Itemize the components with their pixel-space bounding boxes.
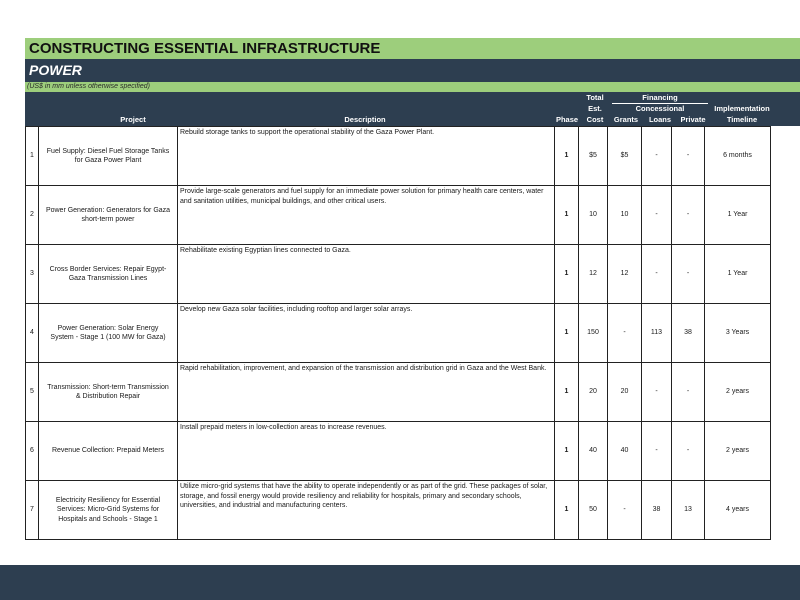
grants-value: - (608, 304, 642, 363)
private-value: - (672, 127, 705, 186)
header-timeline (709, 103, 775, 125)
timeline-value: 4 years (705, 481, 771, 540)
header-phase: Phase (555, 115, 579, 124)
timeline-value: 1 Year (705, 245, 771, 304)
timeline-value: 1 Year (705, 186, 771, 245)
row-number: 5 (26, 363, 39, 422)
loans-value: - (642, 245, 672, 304)
private-value: - (672, 245, 705, 304)
table-row (26, 481, 800, 540)
table-row (26, 127, 800, 186)
row-spacer (771, 127, 800, 186)
phase-value: 1 (555, 422, 579, 481)
row-number: 4 (26, 304, 39, 363)
project-name: Fuel Supply: Diesel Fuel Storage Tanks for Gaza Power Plant (39, 127, 178, 186)
private-value: 13 (672, 481, 705, 540)
table-row (26, 363, 800, 422)
private-value: 38 (672, 304, 705, 363)
table-row (26, 245, 800, 304)
row-number: 7 (26, 481, 39, 540)
project-name: Revenue Collection: Prepaid Meters (39, 422, 178, 481)
phase-value: 1 (555, 481, 579, 540)
row-spacer (771, 304, 800, 363)
header-financing: Financing (642, 93, 678, 102)
total-cost-value: 50 (579, 481, 608, 540)
phase-value: 1 (555, 363, 579, 422)
row-number: 1 (26, 127, 39, 186)
phase-value: 1 (555, 127, 579, 186)
footer-bar (0, 565, 800, 600)
loans-value: - (642, 363, 672, 422)
phase-value: 1 (555, 186, 579, 245)
phase-value: 1 (555, 304, 579, 363)
grants-value: - (608, 481, 642, 540)
total-cost-value: 20 (579, 363, 608, 422)
grants-value: $5 (608, 127, 642, 186)
header-project: Project (120, 115, 146, 124)
loans-value: - (642, 186, 672, 245)
private-value: - (672, 363, 705, 422)
grants-value: 40 (608, 422, 642, 481)
grants-value: 20 (608, 363, 642, 422)
financing-divider (612, 103, 708, 104)
row-number: 6 (26, 422, 39, 481)
table-row (26, 186, 800, 245)
grants-value: 10 (608, 186, 642, 245)
timeline-value: 2 years (705, 363, 771, 422)
project-description: Rapid rehabilitation, improvement, and expansion of the transmission and distribution grid in Gaza and the West Bank. (178, 363, 555, 422)
phase-value: 1 (555, 245, 579, 304)
total-cost-value: 12 (579, 245, 608, 304)
row-spacer (771, 422, 800, 481)
table-row (26, 304, 800, 363)
row-spacer (771, 363, 800, 422)
project-description: Rehabilitate existing Egyptian lines connected to Gaza. (178, 245, 555, 304)
table-row (26, 422, 800, 481)
loans-value: - (642, 127, 672, 186)
header-est: Est. (588, 104, 602, 113)
header-concessional: Concessional (635, 104, 685, 113)
project-name: Transmission: Short-term Transmission & Distribution Repair (39, 363, 178, 422)
private-value: - (672, 422, 705, 481)
project-name: Power Generation: Solar Energy System - Stage 1 (100 MW for Gaza) (39, 304, 178, 363)
total-cost-value: 150 (579, 304, 608, 363)
units-note-bar (25, 82, 800, 92)
header-total: Total (586, 93, 604, 102)
private-value: - (672, 186, 705, 245)
subtitle-bar (25, 59, 800, 82)
project-name: Electricity Resiliency for Essential Services: Micro-Grid Systems for Hospitals and Schools - Stage 1 (39, 481, 178, 540)
project-name: Cross Border Services: Repair Egypt-Gaza Transmission Lines (39, 245, 178, 304)
page-title: CONSTRUCTING ESSENTIAL INFRASTRUCTURE (29, 40, 381, 57)
header-private: Private (680, 115, 706, 124)
project-description: Rebuild storage tanks to support the operational stability of the Gaza Power Plant. (178, 127, 555, 186)
row-spacer (771, 245, 800, 304)
loans-value: 113 (642, 304, 672, 363)
timeline-value: 6 months (705, 127, 771, 186)
timeline-value: 2 years (705, 422, 771, 481)
row-number: 3 (26, 245, 39, 304)
header-total-est-cost (581, 92, 609, 125)
units-note: (US$ in mm unless otherwise specified) (27, 83, 150, 90)
header-description: Description (344, 115, 386, 124)
table-header (25, 92, 800, 126)
projects-table (25, 126, 800, 540)
project-description: Provide large-scale generators and fuel supply for an immediate power solution for primary health care centers, water and sanitation utilities, municipal buildings, and other critical users. (178, 186, 555, 245)
total-cost-value: $5 (579, 127, 608, 186)
project-name: Power Generation: Generators for Gaza short-term power (39, 186, 178, 245)
row-spacer (771, 481, 800, 540)
header-timeline-line1: Implementation (714, 104, 770, 113)
header-grants: Grants (613, 115, 639, 124)
grants-value: 12 (608, 245, 642, 304)
title-bar (25, 38, 800, 59)
total-cost-value: 10 (579, 186, 608, 245)
timeline-value: 3 Years (705, 304, 771, 363)
section-title: POWER (29, 62, 82, 78)
header-timeline-line2: Timeline (726, 115, 758, 124)
project-description: Utilize micro-grid systems that have the ability to operate independently or as part of the grid. These packages of solar, storage, and fossil energy would provide resiliency and reliability for hospitals, primary and secondary schools, universities, and industrial and manufacturing centers. (178, 481, 555, 540)
total-cost-value: 40 (579, 422, 608, 481)
project-description: Install prepaid meters in low-collection areas to increase revenues. (178, 422, 555, 481)
row-number: 2 (26, 186, 39, 245)
project-description: Develop new Gaza solar facilities, including rooftop and larger solar arrays. (178, 304, 555, 363)
loans-value: 38 (642, 481, 672, 540)
header-loans: Loans (648, 115, 672, 124)
loans-value: - (642, 422, 672, 481)
header-cost: Cost (586, 115, 604, 124)
row-spacer (771, 186, 800, 245)
